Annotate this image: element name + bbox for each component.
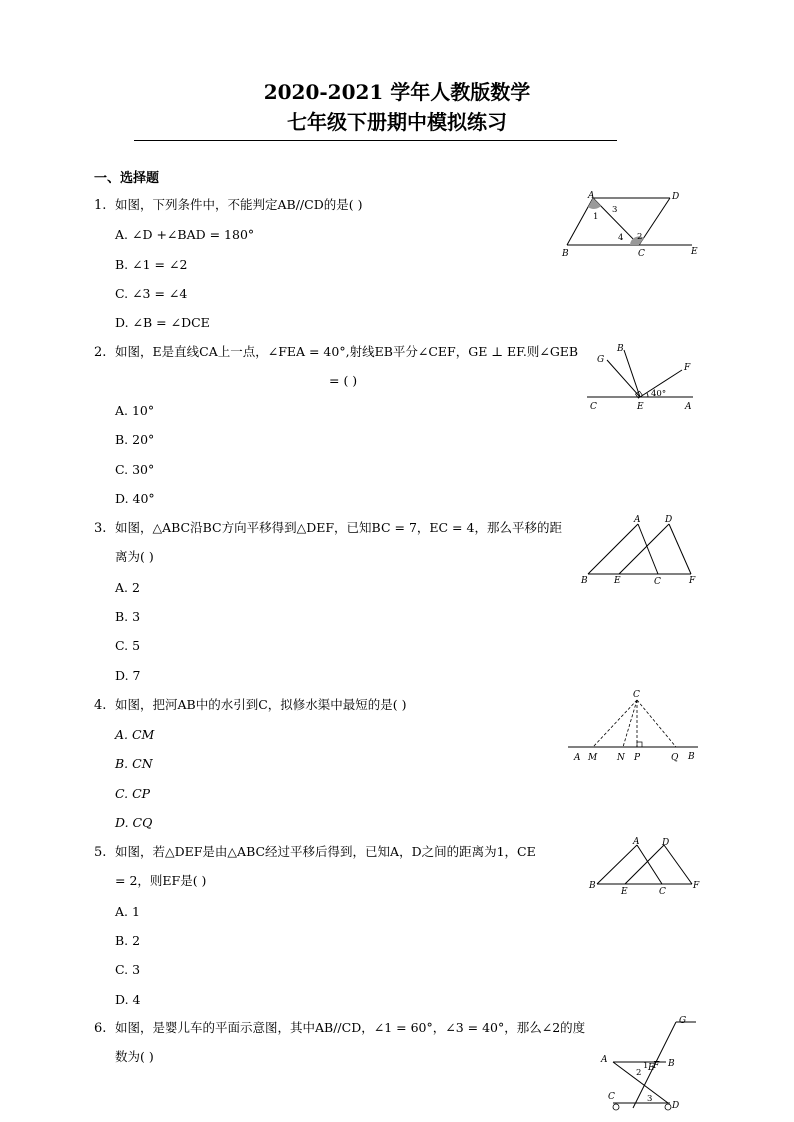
q2-option-d: D. 40°: [115, 491, 155, 506]
q6-angle-2: 2: [636, 1068, 642, 1078]
q4-option-c: C. CP: [115, 786, 151, 801]
q6-label-g: G: [679, 1016, 687, 1026]
q5-text-line2: = 2，则EF是( ): [115, 873, 207, 888]
q3-option-c: C. 5: [115, 638, 141, 653]
q4-option-d: D. CQ: [115, 815, 153, 830]
q6-label-b: B: [668, 1059, 675, 1069]
q1-angle-4: 4: [618, 233, 624, 243]
q1-label-e: E: [691, 247, 698, 257]
q1-option-d: D. ∠B = ∠DCE: [115, 315, 210, 330]
q5-option-a: A. 1: [115, 904, 140, 919]
q4-label-b: B: [688, 752, 695, 762]
q5-option-c: C. 3: [115, 962, 141, 977]
q2-figure: [585, 338, 700, 418]
q4-label-n: N: [617, 753, 625, 763]
q4-text: 如图，把河AB中的水引到C，拟修水渠中最短的是( ): [115, 697, 407, 712]
q3-option-a: A. 2: [115, 580, 140, 595]
q6-label-c: C: [608, 1092, 615, 1102]
q6-label-a: A: [601, 1055, 608, 1065]
q1-option-b: B. ∠1 = ∠2: [115, 257, 188, 272]
q1-angle-1: 1: [593, 212, 599, 222]
section-heading: 一、选择题: [94, 171, 160, 186]
q3-option-d: D. 7: [115, 668, 141, 683]
q3-text-line1: 如图，△ABC沿BC方向平移得到△DEF，已知BC = 7，EC = 4，那么平移的距: [115, 520, 562, 535]
q6-figure: [598, 1012, 703, 1117]
q4-label-p: P: [634, 753, 641, 763]
q2-text-line2: = ( ): [329, 373, 358, 388]
q6-label-e: E: [648, 1063, 655, 1073]
q5-label-a: A: [633, 837, 640, 847]
q3-number: 3.: [94, 521, 107, 536]
q2-option-c: C. 30°: [115, 462, 155, 477]
q2-option-b: B. 20°: [115, 432, 155, 447]
q3-label-c: C: [654, 577, 661, 587]
q2-label-f: F: [684, 363, 691, 373]
q5-option-b: B. 2: [115, 933, 141, 948]
q3-figure: [578, 512, 698, 590]
q2-label-e: E: [637, 402, 644, 412]
q3-label-b: B: [581, 576, 588, 586]
q4-number: 4.: [94, 698, 107, 713]
q1-label-a: A: [588, 191, 595, 201]
q1-angle-3: 3: [612, 205, 618, 215]
q1-text: 如图，下列条件中，不能判定AB//CD的是( ): [115, 197, 363, 212]
q1-figure: [560, 188, 710, 263]
q4-option-b: B. CN: [115, 756, 153, 771]
q2-text-line1: 如图，E是直线CA上一点，∠FEA = 40°,射线EB平分∠CEF，GE ⊥ EF.则∠GEB: [115, 344, 579, 359]
q1-angle-2: 2: [637, 232, 643, 242]
q5-label-c: C: [659, 887, 666, 897]
q2-number: 2.: [94, 345, 107, 360]
q6-number: 6.: [94, 1021, 107, 1036]
q6-text-line1: 如图，是婴儿车的平面示意图，其中AB//CD，∠1 = 60°，∠3 = 40°，那么∠2的度: [115, 1020, 586, 1035]
q3-label-a: A: [634, 515, 641, 525]
q5-label-e: E: [621, 887, 628, 897]
q2-label-c: C: [590, 402, 597, 412]
q6-angle-1: 1: [643, 1061, 649, 1071]
q1-label-c: C: [638, 249, 645, 259]
q6-label-f: F: [653, 1061, 660, 1071]
q4-label-q: Q: [671, 753, 679, 763]
q5-label-f: F: [693, 881, 700, 891]
q6-text-line2: 数为( ): [115, 1049, 154, 1064]
q3-label-f: F: [689, 576, 696, 586]
q2-option-a: A. 10°: [115, 403, 155, 418]
q5-label-d: D: [662, 838, 670, 848]
doc-title-line1: 2020-2021 学年人教版数学: [263, 80, 531, 104]
q2-label-g: G: [597, 355, 605, 365]
q3-option-b: B. 3: [115, 609, 141, 624]
q4-option-a: A. CM: [115, 727, 155, 742]
q3-text-line2: 离为( ): [115, 549, 154, 564]
q5-text-line1: 如图，若△DEF是由△ABC经过平移后得到，已知A，D之间的距离为1，CE: [115, 844, 536, 859]
q5-label-b: B: [589, 881, 596, 891]
q1-option-c: C. ∠3 = ∠4: [115, 286, 188, 301]
q3-label-e: E: [614, 576, 621, 586]
q2-label-b: B: [617, 344, 624, 354]
q4-label-m: M: [588, 753, 598, 763]
q4-label-c: C: [633, 690, 640, 700]
q4-label-a: A: [574, 753, 581, 763]
q4-figure: [566, 686, 701, 766]
q2-angle-label: 40°: [651, 389, 667, 399]
doc-title-line2: 七年级下册期中模拟练习: [287, 110, 507, 134]
q2-label-a: A: [685, 402, 692, 412]
q6-angle-3: 3: [647, 1094, 653, 1104]
q5-number: 5.: [94, 845, 107, 860]
q1-label-b: B: [562, 249, 569, 259]
q1-label-d: D: [672, 192, 680, 202]
q6-label-d: D: [672, 1101, 680, 1111]
q1-option-a: A. ∠D +∠BAD = 180°: [115, 227, 255, 242]
q1-number: 1.: [94, 198, 107, 213]
q5-figure: [585, 834, 705, 900]
title-divider: [134, 140, 617, 141]
q5-option-d: D. 4: [115, 992, 141, 1007]
q3-label-d: D: [665, 515, 673, 525]
